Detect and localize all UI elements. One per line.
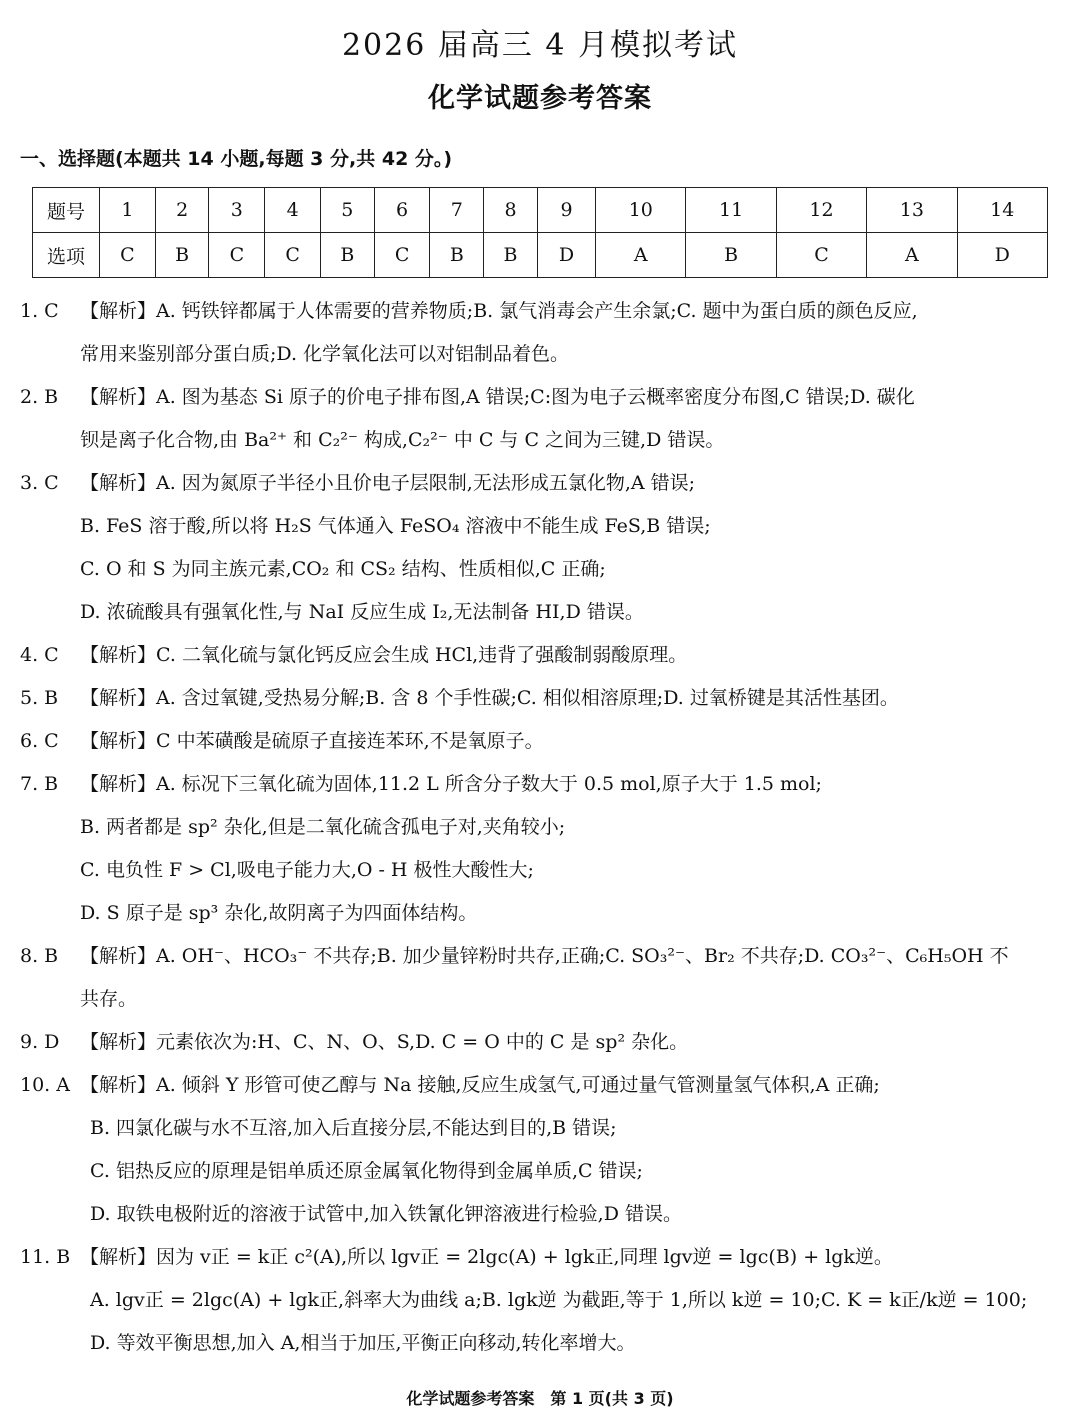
answer-option-row xyxy=(33,233,1048,278)
explanation-line: 【解析】A. 图为基态 Si 原子的价电子排布图,A 错误;C:图为电子云概率密度分布图,C 错误;D. 碳化 xyxy=(80,386,915,408)
explanation-line: D. 浓硫酸具有强氧化性,与 NaI 反应生成 I₂,无法制备 HI,D 错误。 xyxy=(80,601,644,623)
explanation-line: A. lgv正 = 2lgc(A) + lgk正,斜率大为曲线 a;B. lgk逆 为截距,等于 1,所以 k逆 = 10;C. K = k正/k逆 = 100; xyxy=(90,1289,1028,1311)
explanation-item xyxy=(0,1025,1080,1068)
explanation-item xyxy=(0,294,1080,380)
explanation-item xyxy=(0,1068,1080,1240)
explanation-line: 【解析】C 中苯磺酸是硫原子直接连苯环,不是氧原子。 xyxy=(80,730,544,752)
table-cell: 1 xyxy=(100,188,156,233)
exam-title: 2026 届高三 4 月模拟考试 xyxy=(341,28,739,63)
table-cell: 12 xyxy=(776,188,866,233)
table-cell: B xyxy=(321,233,375,278)
page-footer: 化学试题参考答案 第 1 页(共 3 页) xyxy=(406,1389,674,1408)
table-cell: 10 xyxy=(596,188,686,233)
explanation-item xyxy=(0,939,1080,1025)
explanation-line: 【解析】C. 二氧化硫与氯化钙反应会生成 HCl,违背了强酸制弱酸原理。 xyxy=(80,644,688,666)
table-cell: B xyxy=(430,233,484,278)
table-cell: C xyxy=(100,233,156,278)
explanation-item xyxy=(0,466,1080,638)
item-number: 9. D xyxy=(20,1031,60,1053)
explanation-line: B. 两者都是 sp² 杂化,但是二氧化硫含孤电子对,夹角较小; xyxy=(80,816,566,838)
table-cell: C xyxy=(209,233,265,278)
explanation-item xyxy=(0,1240,1080,1369)
table-cell: D xyxy=(537,233,595,278)
table-cell: 9 xyxy=(537,188,595,233)
explanation-item xyxy=(0,724,1080,767)
explanation-line: 【解析】A. 标况下三氧化硫为固体,11.2 L 所含分子数大于 0.5 mol,原子大于 1.5 mol; xyxy=(80,773,822,795)
explanation-line: 【解析】元素依次为:H、C、N、O、S,D. C = O 中的 C 是 sp² 杂化。 xyxy=(80,1031,689,1053)
table-cell: 5 xyxy=(321,188,375,233)
explanation-line: D. 取铁电极附近的溶液于试管中,加入铁氰化钾溶液进行检验,D 错误。 xyxy=(90,1203,682,1225)
item-number: 7. B xyxy=(20,773,59,795)
table-cell: 14 xyxy=(957,188,1047,233)
table-cell: 3 xyxy=(209,188,265,233)
explanation-list xyxy=(0,294,1080,1369)
explanation-line: B. 四氯化碳与水不互溶,加入后直接分层,不能达到目的,B 错误; xyxy=(90,1117,617,1139)
explanation-line: 【解析】A. 钙铁锌都属于人体需要的营养物质;B. 氯气消毒会产生余氯;C. 题中为蛋白质的颜色反应, xyxy=(80,300,918,322)
table-cell: C xyxy=(265,233,321,278)
explanation-line: D. S 原子是 sp³ 杂化,故阴离子为四面体结构。 xyxy=(80,902,478,924)
explanation-line: 常用来鉴别部分蛋白质;D. 化学氧化法可以对铝制品着色。 xyxy=(80,343,570,365)
explanation-line: 【解析】A. 因为氮原子半径小且价电子层限制,无法形成五氯化物,A 错误; xyxy=(80,472,696,494)
table-cell: B xyxy=(484,233,538,278)
table-cell: 8 xyxy=(484,188,538,233)
item-number: 8. B xyxy=(20,945,59,967)
explanation-line: C. 铝热反应的原理是铝单质还原金属氧化物得到金属单质,C 错误; xyxy=(90,1160,643,1182)
explanation-item xyxy=(0,380,1080,466)
table-cell: 4 xyxy=(265,188,321,233)
question-number-row xyxy=(33,188,1048,233)
explanation-line: 【解析】因为 v正 = k正 c²(A),所以 lgv正 = 2lgc(A) + lgk正,同理 lgv逆 = lgc(B) + lgk逆。 xyxy=(80,1246,893,1268)
explanation-line: D. 等效平衡思想,加入 A,相当于加压,平衡正向移动,转化率增大。 xyxy=(90,1332,636,1354)
table-cell: 2 xyxy=(155,188,209,233)
item-number: 1. C xyxy=(20,300,59,322)
explanation-line: 共存。 xyxy=(80,988,138,1010)
table-cell: 13 xyxy=(867,188,957,233)
table-cell: B xyxy=(686,233,776,278)
table-cell: A xyxy=(867,233,957,278)
item-number: 2. B xyxy=(20,386,59,408)
explanation-line: C. 电负性 F > Cl,吸电子能力大,O - H 极性大酸性大; xyxy=(80,859,534,881)
explanation-line: B. FeS 溶于酸,所以将 H₂S 气体通入 FeSO₄ 溶液中不能生成 FeS,B 错误; xyxy=(80,515,711,537)
table-cell: C xyxy=(374,233,430,278)
explanation-item xyxy=(0,767,1080,939)
explanation-item xyxy=(0,638,1080,681)
table-cell: 6 xyxy=(374,188,430,233)
section-heading: 一、选择题(本题共 14 小题,每题 3 分,共 42 分。) xyxy=(20,148,453,170)
document-subtitle: 化学试题参考答案 xyxy=(428,83,652,114)
explanation-line: 【解析】A. 含过氧键,受热易分解;B. 含 8 个手性碳;C. 相似相溶原理;D. 过氧桥键是其活性基团。 xyxy=(80,687,899,709)
table-cell: B xyxy=(155,233,209,278)
item-number: 5. B xyxy=(20,687,59,709)
explanation-line: 钡是离子化合物,由 Ba²⁺ 和 C₂²⁻ 构成,C₂²⁻ 中 C 与 C 之间为三键,D 错误。 xyxy=(80,429,725,451)
row-header-option: 选项 xyxy=(33,233,100,278)
answer-table xyxy=(32,187,1048,278)
explanation-line: 【解析】A. 倾斜 Y 形管可使乙醇与 Na 接触,反应生成氢气,可通过量气管测量氢气体积,A 正确; xyxy=(80,1074,880,1096)
table-cell: 11 xyxy=(686,188,776,233)
row-header-number: 题号 xyxy=(33,188,100,233)
item-number: 4. C xyxy=(20,644,59,666)
item-number: 3. C xyxy=(20,472,59,494)
item-number: 10. A xyxy=(20,1074,70,1096)
table-cell: D xyxy=(957,233,1047,278)
item-number: 11. B xyxy=(20,1246,71,1268)
table-cell: A xyxy=(596,233,686,278)
table-cell: 7 xyxy=(430,188,484,233)
explanation-line: 【解析】A. OH⁻、HCO₃⁻ 不共存;B. 加少量锌粉时共存,正确;C. SO₃²⁻、Br₂ 不共存;D. CO₃²⁻、C₆H₅OH 不 xyxy=(80,945,1009,967)
table-cell: C xyxy=(776,233,866,278)
explanation-line: C. O 和 S 为同主族元素,CO₂ 和 CS₂ 结构、性质相似,C 正确; xyxy=(80,558,606,580)
explanation-item xyxy=(0,681,1080,724)
item-number: 6. C xyxy=(20,730,59,752)
